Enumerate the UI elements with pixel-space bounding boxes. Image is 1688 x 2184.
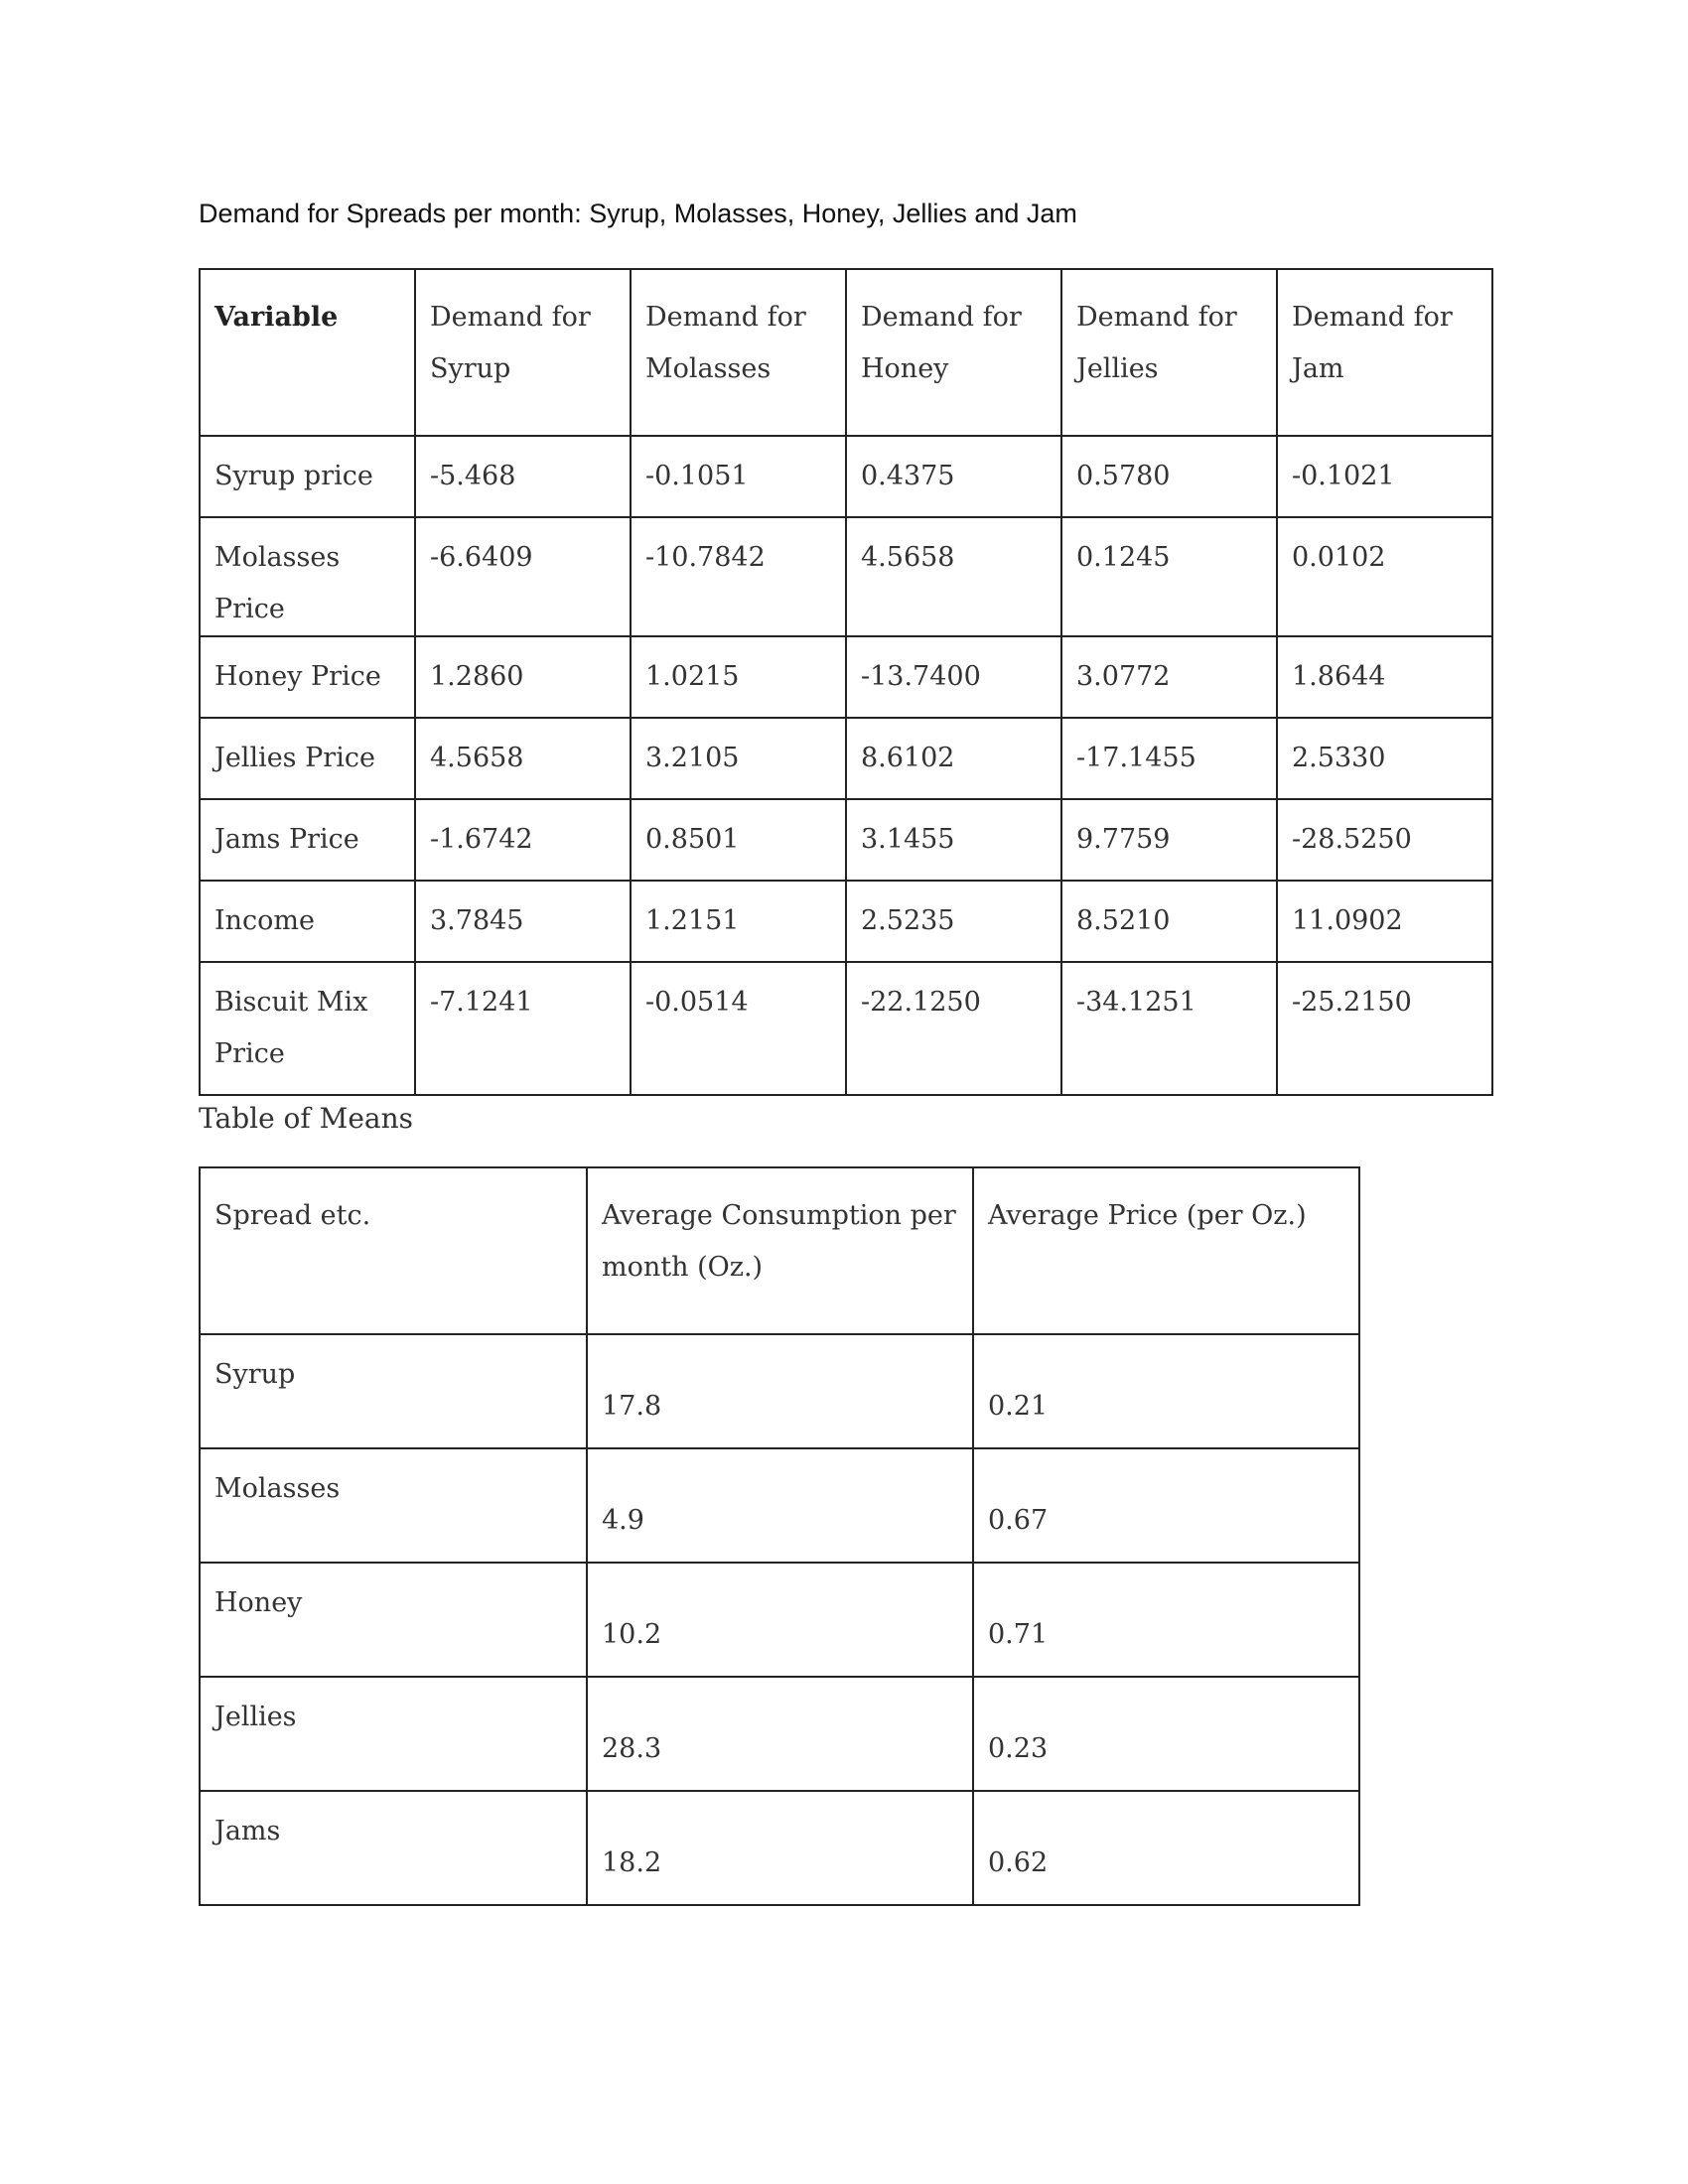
cell-value: 0.8501 [631,799,846,881]
table-row [200,1448,1359,1563]
table-header-row [200,269,1492,436]
cell-value: 2.5235 [846,881,1061,962]
row-label: Jams Price [200,799,415,881]
cell-value: 0.5780 [1061,436,1277,517]
table-row [200,799,1492,881]
row-label: Biscuit Mix Price [200,962,415,1095]
spread-name: Honey [200,1563,587,1677]
avg-price: 0.23 [973,1677,1359,1791]
table-row [200,881,1492,962]
cell-value: 8.6102 [846,718,1061,799]
cell-value: -1.6742 [415,799,631,881]
spread-name: Molasses [200,1448,587,1563]
cell-value: 3.7845 [415,881,631,962]
cell-value: -17.1455 [1061,718,1277,799]
cell-value: 0.1245 [1061,517,1277,636]
avg-price: 0.62 [973,1791,1359,1905]
header-variable: Variable [200,269,415,436]
avg-price: 0.21 [973,1334,1359,1448]
cell-value: 11.0902 [1277,881,1492,962]
cell-value: -25.2150 [1277,962,1492,1095]
header-spread: Spread etc. [200,1167,587,1334]
table-row [200,1563,1359,1677]
table-row [200,636,1492,718]
cell-value: 1.8644 [1277,636,1492,718]
table-row [200,1677,1359,1791]
cell-value: -6.6409 [415,517,631,636]
table-row [200,718,1492,799]
row-label: Honey Price [200,636,415,718]
cell-value: -13.7400 [846,636,1061,718]
cell-value: 8.5210 [1061,881,1277,962]
table-row [200,1334,1359,1448]
cell-value: -5.468 [415,436,631,517]
cell-value: -0.1021 [1277,436,1492,517]
avg-consumption: 17.8 [587,1334,973,1448]
header-avg-consumption: Average Consumption per month (Oz.) [587,1167,973,1334]
table-row [200,517,1492,636]
header-demand-honey: Demand for Honey [846,269,1061,436]
cell-value: 9.7759 [1061,799,1277,881]
table-header-row [200,1167,1359,1334]
cell-value: 2.5330 [1277,718,1492,799]
cell-value: -0.1051 [631,436,846,517]
cell-value: -28.5250 [1277,799,1492,881]
header-demand-molasses: Demand for Molasses [631,269,846,436]
header-avg-price: Average Price (per Oz.) [973,1167,1359,1334]
demand-elasticity-table [199,268,1493,1096]
spread-name: Jellies [200,1677,587,1791]
cell-value: 1.2860 [415,636,631,718]
table-row [200,962,1492,1095]
cell-value: 1.2151 [631,881,846,962]
means-table-caption: Table of Means [199,1102,414,1135]
row-label: Income [200,881,415,962]
cell-value: 3.2105 [631,718,846,799]
header-demand-jellies: Demand for Jellies [1061,269,1277,436]
cell-value: -7.1241 [415,962,631,1095]
cell-value: 3.1455 [846,799,1061,881]
cell-value: -10.7842 [631,517,846,636]
cell-value: 0.4375 [846,436,1061,517]
document-title: Demand for Spreads per month: Syrup, Molasses, Honey, Jellies and Jam [199,199,1077,228]
cell-value: 0.0102 [1277,517,1492,636]
cell-value: 3.0772 [1061,636,1277,718]
cell-value: 4.5658 [415,718,631,799]
row-label: Jellies Price [200,718,415,799]
spread-name: Syrup [200,1334,587,1448]
spread-name: Jams [200,1791,587,1905]
cell-value: 4.5658 [846,517,1061,636]
header-demand-syrup: Demand for Syrup [415,269,631,436]
cell-value: -34.1251 [1061,962,1277,1095]
row-label: Syrup price [200,436,415,517]
table-row [200,1791,1359,1905]
avg-price: 0.71 [973,1563,1359,1677]
avg-price: 0.67 [973,1448,1359,1563]
table-row [200,436,1492,517]
avg-consumption: 28.3 [587,1677,973,1791]
avg-consumption: 10.2 [587,1563,973,1677]
cell-value: -22.1250 [846,962,1061,1095]
avg-consumption: 18.2 [587,1791,973,1905]
means-table [199,1166,1360,1906]
row-label: Molasses Price [200,517,415,636]
header-demand-jam: Demand for Jam [1277,269,1492,436]
avg-consumption: 4.9 [587,1448,973,1563]
cell-value: -0.0514 [631,962,846,1095]
cell-value: 1.0215 [631,636,846,718]
